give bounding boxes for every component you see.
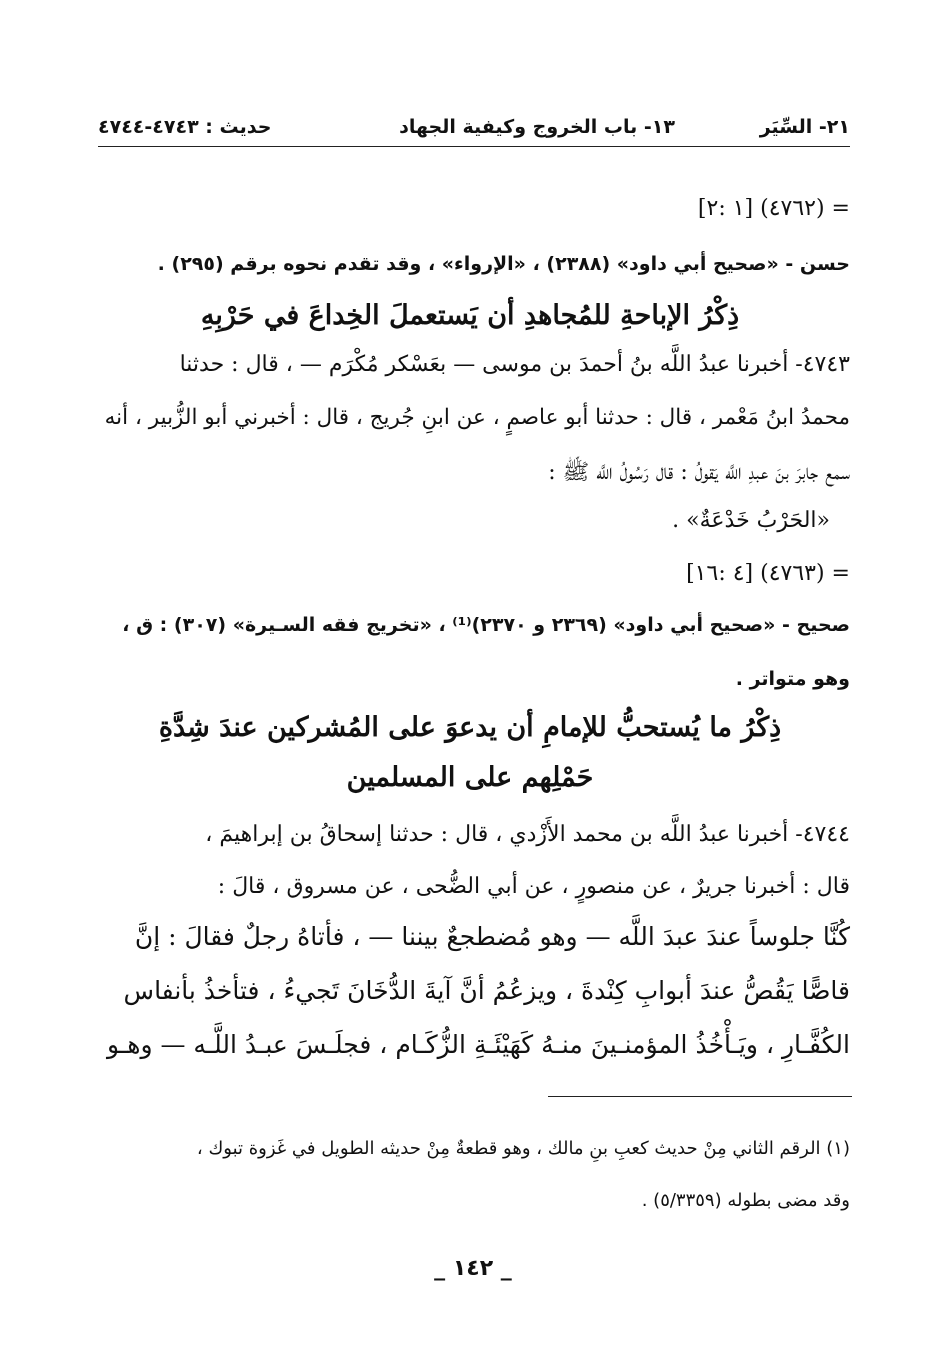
hadith-4743-isnad-line-2: محمدُ ابنُ مَعْمر ، قال : حدثنا أبو عاصمٍ ، عن ابنِ جُريج ، قال : أخبرني أبو الزُّبير ، أنه [104,405,850,430]
footnote-separator [548,1096,852,1097]
header-section: ١٣- باب الخروج وكيفية الجهاد [399,116,675,138]
hadith-4743-isnad-line-1: ٤٧٤٣- أخبرنا عبدُ اللَّه بنُ أحمدَ بن موسى — بعَسْكر مُكْرَم — ، قال : حدثنا [179,352,850,377]
grading-4743-line-2: وهو متواتر . [735,668,850,690]
chapter-heading-supplication-line-1: ذِكْرُ ما يُستحبُّ للإمامِ أن يدعوَ على المُشركين عندَ شِدَّةِ [158,712,782,743]
hadith-4744-matn-line-3: الكُفَّـارِ ، ويَـأْخُذُ المؤمنـينَ منـهُ كَهَيْئَـةِ الزُّكَـام ، فجلَـسَ عبـدُ اللَّـه — وهـو [107,1030,850,1059]
hadith-4744-isnad-line-2: قال : أخبرنا جريرٌ ، عن منصورٍ ، عن أبي الضُّحى ، عن مسروق ، قالَ : [217,874,850,899]
chapter-heading-deception-in-war: ذِكْرُ الإباحةِ للمُجاهدِ أن يَستعملَ الخِداعَ في حَرْبِهِ [200,300,740,331]
hadith-reference-4762: = (٤٧٦٢) [١ :٢] [697,196,850,221]
header-chapter: ٢١- السِّيَر [759,116,850,138]
footnote-line-2: وقد مضى بطوله (٥/٣٣٥٩) . [641,1190,850,1211]
hadith-4743-isnad-line-3: سمع جابرَ بنَ عبدِ اللَّه يَقولُ : قال رَسُولُ اللَّه ﷺ : [548,460,850,485]
hadith-reference-4763: = (٤٧٦٣) [٤ :١٦] [686,561,850,586]
hadith-4744-matn-line-2: قاصًّا يَقُصُّ عندَ أبوابِ كِنْدةَ ، ويزعُمُ أنَّ آيةَ الدُّخَانَ تَجيءُ ، فتأخذُ بأنفاس [123,976,850,1005]
hadith-4743-matn: «الحَرْبُ خَدْعَةٌ» . [672,508,830,533]
footnote-line-1: (١) الرقم الثاني مِنْ حديث كعبِ بنِ مالك ، وهو قطعةٌ مِنْ حديثه الطويل في غَزوة تبوك ، [196,1138,850,1159]
grading-4743-line-1: صحيح - «صحيح أبي داود» (٢٣٦٩ و ٢٣٧٠)⁽¹⁾ ، «تخريج فقه السـيرة» (٣٠٧) : ق ، [122,614,850,636]
chapter-heading-supplication-line-2: حَمْلِهم على المسلمين [346,762,594,793]
running-header [98,110,850,147]
page-number: _ ١٤٢ _ [434,1256,512,1281]
header-hadith-range: حديث : ٤٧٤٣-٤٧٤٤ [98,116,272,138]
hadith-4744-matn-line-1: كُنَّا جلوساً عندَ عبدَ اللَّه — وهو مُضطجعٌ بيننا — ، فأتاهُ رجلٌ فقالَ : إنَّ [134,922,850,951]
hadith-4744-isnad-line-1: ٤٧٤٤- أخبرنا عبدُ اللَّه بن محمد الأَزْدي ، قال : حدثنا إسحاقُ بن إبراهيمَ ، [205,822,850,847]
grading-4762: حسن - «صحيح أبي داود» (٢٣٨٨) ، «الإرواء» ، وقد تقدم نحوه برقم (٢٩٥) . [157,253,850,275]
